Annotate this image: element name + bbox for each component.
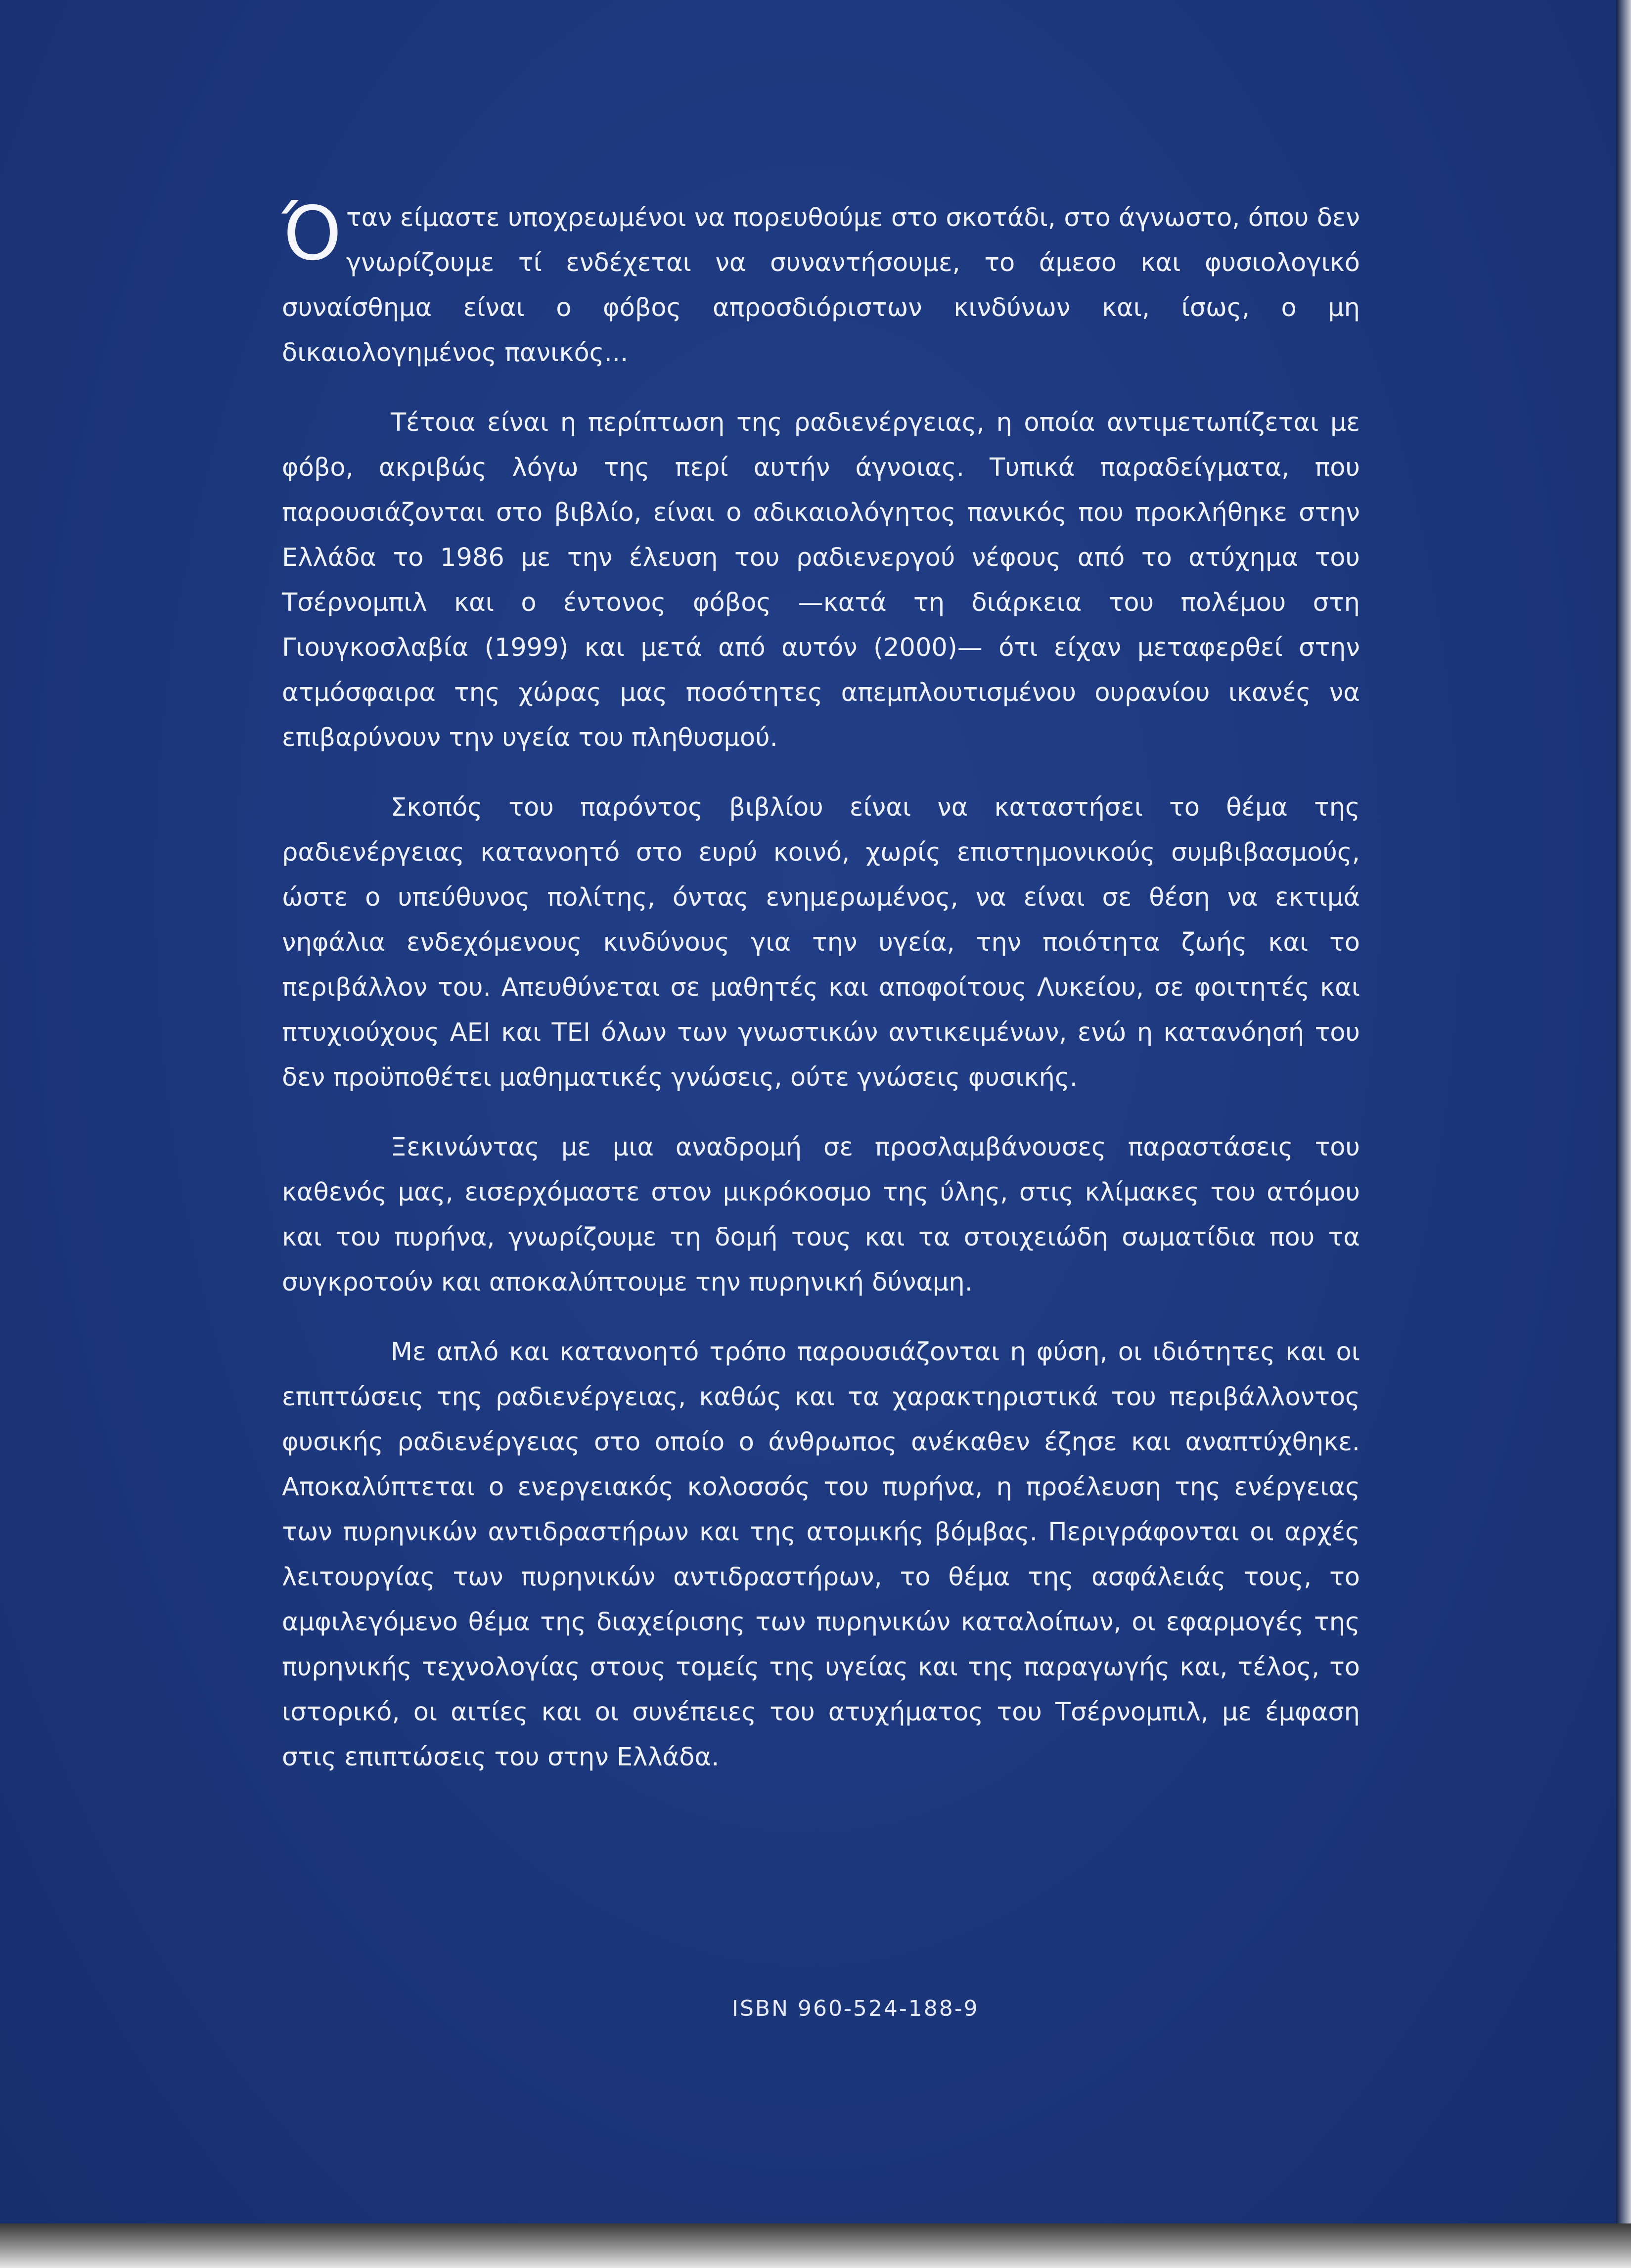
paragraph-2: Τέτοια είναι η περίπτωση της ραδιενέργειας, η οποία αντιμετωπίζεται με φόβο, ακριβώς λόγω της περί αυτήν άγνοιας. Τυπικά παραδείγματα, που παρουσιάζονται στο βιβλίο, είναι ο αδικαιολόγητος πανικός που προκλήθηκε στην Ελλάδα το 1986 με την έλευση του ραδιενεργού νέφους από το ατύχημα του Τσέρνομπιλ και ο έντονος φόβος —κατά τη διάρκεια του πολέμου στη Γιουγκοσλαβία (1999) και μετά από αυτόν (2000)— ότι είχαν μεταφερθεί στην ατμόσφαιρα της χώρας μας ποσότητες απεμπλουτισμένου ουρανίου ικανές να επιβαρύνουν την υγεία του πληθυσμού. — [282, 408, 1360, 752]
isbn-number: ISBN 960-524-188-9 — [732, 1996, 979, 2021]
paragraph-3: Σκοπός του παρόντος βιβλίου είναι να καταστήσει το θέμα της ραδιενέργειας κατανοητό στο ευρύ κοινό, χωρίς επιστημονικούς συμβιβασμούς, ώστε ο υπεύθυνος πολίτης, όντας ενημερωμένος, να είναι σε θέση να εκτιμά νηφάλια ενδεχόμενους κινδύνους για την υγεία, την ποιότητα ζωής και το περιβάλλον του. Απευθύνεται σε μαθητές και αποφοίτους Λυκείου, σε φοιτητές και πτυχιούχους ΑΕΙ και ΤΕΙ όλων των γνωστικών αντικειμένων, ενώ η κατανόησή του δεν προϋποθέτει μαθηματικές γνώσεις, ούτε γνώσεις φυσικής. — [282, 793, 1360, 1092]
paragraph-1-text: ταν είμαστε υποχρεωμένοι να πορευθούμε στο σκοτάδι, στο άγνωστο, όπου δεν γνωρίζουμε τί ενδέχεται να συναντήσουμε, το άμεσο και φυσιολογικό συναίσθημα είναι ο φόβος απροσδιόριστων κινδύνων και, ίσως, ο μη δικαιολογημένος πανικός... — [282, 203, 1360, 368]
paragraph-1 — [282, 191, 1360, 375]
scan-bottom-edge — [0, 2223, 1631, 2268]
blurb-text — [282, 191, 1360, 1805]
paragraph-4: Ξεκινώντας με μια αναδρομή σε προσλαμβάνουσες παραστάσεις του καθενός μας, εισερχόμαστε στον μικρόκοσμο της ύλης, στις κλίμακες του ατόμου και του πυρήνα, γνωρίζουμε τη δομή τους και τα στοιχειώδη σωματίδια που τα συγκροτούν και αποκαλύπτουμε την πυρηνική δύναμη. — [282, 1133, 1360, 1297]
cover-right-edge — [1616, 0, 1631, 2223]
drop-cap: Ό — [282, 191, 339, 277]
paragraph-5: Με απλό και κατανοητό τρόπο παρουσιάζονται η φύση, οι ιδιότητες και οι επιπτώσεις της ραδιενέργειας, καθώς και τα χαρακτηριστικά του περιβάλλοντος φυσικής ραδιενέργειας στο οποίο ο άνθρωπος ανέκαθεν έζησε και αναπτύχθηκε. Αποκαλύπτεται ο ενεργειακός κολοσσός του πυρήνα, η προέλευση της ενέργειας των πυρηνικών αντιδραστήρων και της ατομικής βόμβας. Περιγράφονται οι αρχές λειτουργίας των πυρηνικών αντιδραστήρων, το θέμα της ασφάλειάς τους, το αμφιλεγόμενο θέμα της διαχείρισης των πυρηνικών καταλοίπων, οι εφαρμογές της πυρηνικής τεχνολογίας στους τομείς της υγείας και της παραγωγής και, τέλος, το ιστορικό, οι αιτίες και οι συνέπειες του ατυχήματος του Τσέρνομπιλ, με έμφαση στις επιπτώσεις του στην Ελλάδα. — [282, 1338, 1360, 1772]
